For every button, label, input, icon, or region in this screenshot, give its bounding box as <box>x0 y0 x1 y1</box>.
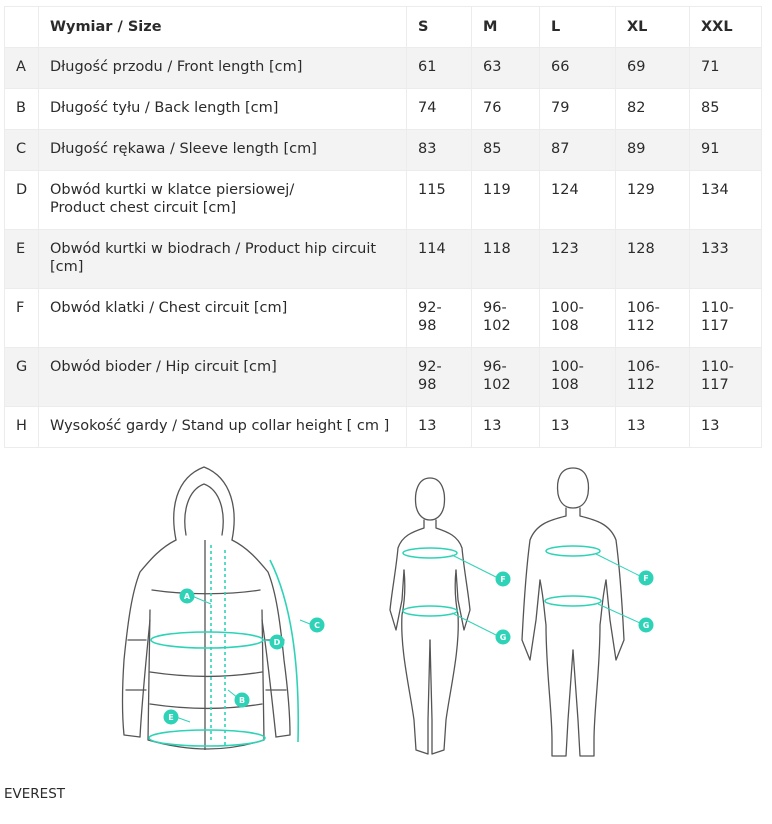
cell-value: 85 <box>690 89 762 130</box>
cell-value: 133 <box>690 230 762 289</box>
svg-text:F: F <box>643 574 649 583</box>
cell-value: 13 <box>690 407 762 448</box>
marker-B <box>235 693 250 708</box>
header-cell: XXL <box>690 7 762 48</box>
header-cell <box>5 7 39 48</box>
cell-value: 13 <box>540 407 616 448</box>
male-marker-F <box>639 571 654 586</box>
table-row <box>5 130 762 171</box>
cell-value: 96- 102 <box>472 348 540 407</box>
marker-E <box>164 710 179 725</box>
male-measure-lines <box>545 546 601 606</box>
row-key: A <box>5 48 39 89</box>
male-marker-G <box>639 618 654 633</box>
row-label: Wysokość gardy / Stand up collar height [ cm ] <box>39 407 407 448</box>
row-key: E <box>5 230 39 289</box>
cell-value: 87 <box>540 130 616 171</box>
cell-value: 96- 102 <box>472 289 540 348</box>
cell-value: 63 <box>472 48 540 89</box>
male-figure-icon <box>522 468 624 756</box>
marker-D <box>270 635 285 650</box>
table-row <box>5 48 762 89</box>
cell-value: 76 <box>472 89 540 130</box>
row-key: D <box>5 171 39 230</box>
cell-value: 13 <box>616 407 690 448</box>
svg-text:G: G <box>642 621 650 630</box>
cell-value: 74 <box>407 89 472 130</box>
cell-value: 91 <box>690 130 762 171</box>
cell-value: 69 <box>616 48 690 89</box>
row-key: H <box>5 407 39 448</box>
cell-value: 118 <box>472 230 540 289</box>
table-row <box>5 348 762 407</box>
row-label: Obwód klatki / Chest circuit [cm] <box>39 289 407 348</box>
row-key: G <box>5 348 39 407</box>
svg-text:G: G <box>499 633 507 642</box>
header-cell: S <box>407 7 472 48</box>
svg-text:A: A <box>183 592 191 601</box>
table-header-row <box>5 7 762 48</box>
male-leader-lines <box>596 554 640 623</box>
row-label: Obwód kurtki w klatce piersiowej/ Product chest circuit [cm] <box>39 171 407 230</box>
table-row <box>5 89 762 130</box>
svg-text:C: C <box>314 621 320 630</box>
svg-text:D: D <box>273 638 281 647</box>
cell-value: 134 <box>690 171 762 230</box>
cell-value: 100- 108 <box>540 289 616 348</box>
row-key: F <box>5 289 39 348</box>
cell-value: 110-117 <box>690 289 762 348</box>
header-cell: XL <box>616 7 690 48</box>
header-cell: L <box>540 7 616 48</box>
cell-value: 79 <box>540 89 616 130</box>
cell-value: 71 <box>690 48 762 89</box>
row-key: B <box>5 89 39 130</box>
cell-value: 128 <box>616 230 690 289</box>
cell-value: 13 <box>472 407 540 448</box>
table-row <box>5 289 762 348</box>
marker-C <box>310 618 325 633</box>
cell-value: 82 <box>616 89 690 130</box>
cell-value: 106- 112 <box>616 289 690 348</box>
table-row <box>5 171 762 230</box>
female-marker-F <box>496 572 511 587</box>
cell-value: 123 <box>540 230 616 289</box>
cell-value: 110-117 <box>690 348 762 407</box>
row-label: Długość rękawa / Sleeve length [cm] <box>39 130 407 171</box>
cell-value: 89 <box>616 130 690 171</box>
cell-value: 83 <box>407 130 472 171</box>
cell-value: 115 <box>407 171 472 230</box>
header-cell: Wymiar / Size <box>39 7 407 48</box>
svg-text:F: F <box>500 575 506 584</box>
svg-text:B: B <box>238 696 246 705</box>
svg-text:E: E <box>168 713 174 722</box>
row-label: Obwód bioder / Hip circuit [cm] <box>39 348 407 407</box>
jacket-outline-icon <box>123 467 291 749</box>
cell-value: 129 <box>616 171 690 230</box>
cell-value: 119 <box>472 171 540 230</box>
marker-A <box>180 589 195 604</box>
cell-value: 92- 98 <box>407 348 472 407</box>
table-row <box>5 230 762 289</box>
cell-value: 61 <box>407 48 472 89</box>
cell-value: 114 <box>407 230 472 289</box>
header-cell: M <box>472 7 540 48</box>
female-marker-G <box>496 630 511 645</box>
size-table <box>4 6 762 448</box>
table-row <box>5 407 762 448</box>
cell-value: 85 <box>472 130 540 171</box>
measurement-illustration <box>0 458 772 768</box>
cell-value: 13 <box>407 407 472 448</box>
cell-value: 66 <box>540 48 616 89</box>
row-label: Długość przodu / Front length [cm] <box>39 48 407 89</box>
cell-value: 92- 98 <box>407 289 472 348</box>
row-key: C <box>5 130 39 171</box>
row-label: Długość tyłu / Back length [cm] <box>39 89 407 130</box>
row-label: Obwód kurtki w biodrach / Product hip circuit [cm] <box>39 230 407 289</box>
brand-name: EVEREST <box>4 786 66 802</box>
cell-value: 106- 112 <box>616 348 690 407</box>
cell-value: 100- 108 <box>540 348 616 407</box>
cell-value: 124 <box>540 171 616 230</box>
female-measure-lines <box>403 548 457 616</box>
